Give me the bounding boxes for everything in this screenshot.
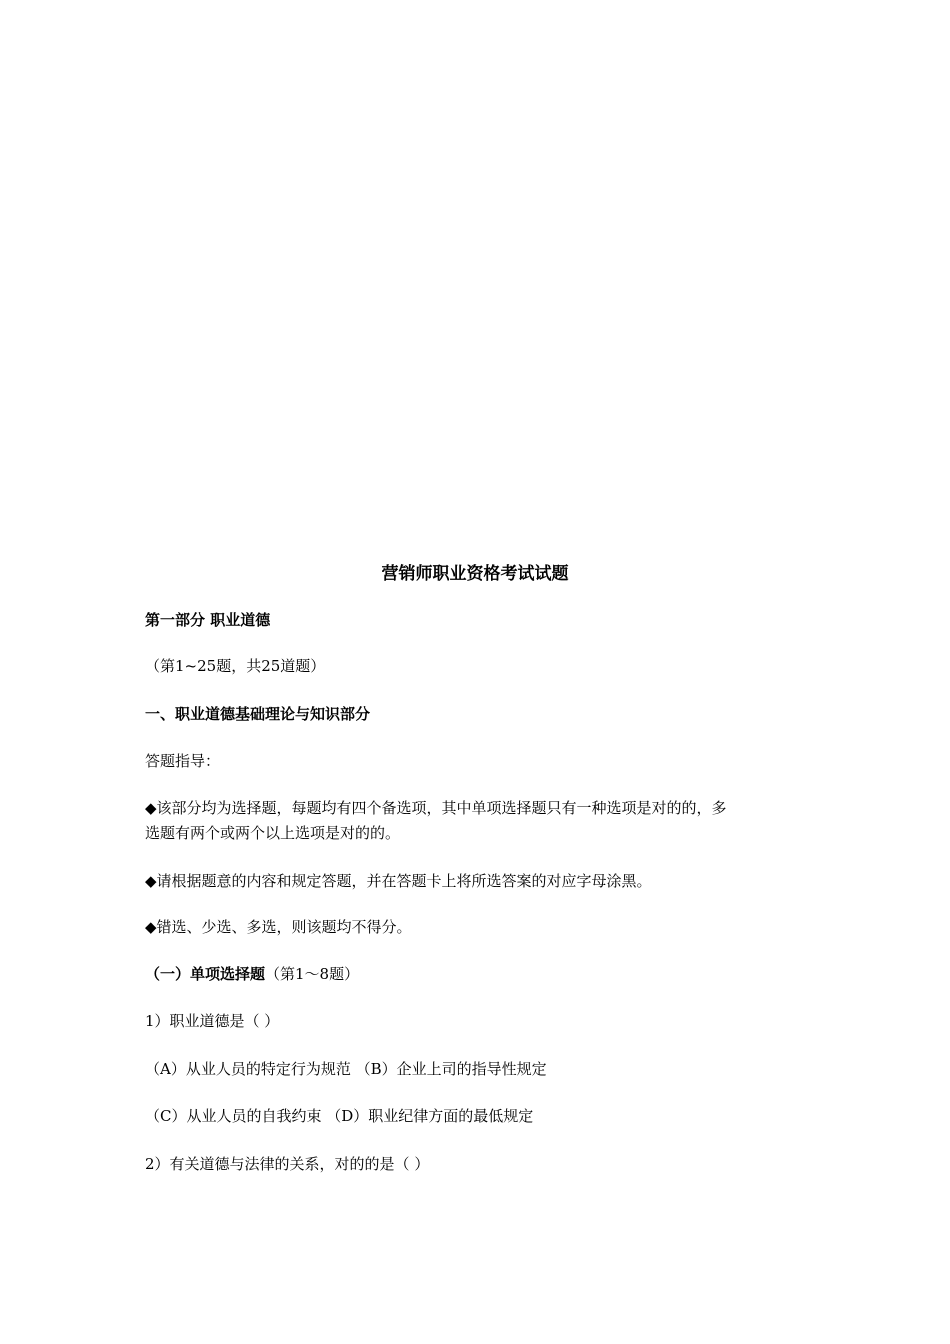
instruction-1-line-2: 选题有两个或两个以上选项是对的的。 [145, 824, 401, 842]
subsection-heading-title: （一）单项选择题 [145, 965, 266, 983]
question-1-stem: 1）职业道德是（ ） [145, 1012, 280, 1030]
instruction-2: ◆请根据题意的内容和规定答题，并在答题卡上将所选答案的对应字母涂黑。 [145, 872, 652, 890]
subsection-heading [145, 961, 825, 987]
question-2-stem: 2）有关道德与法律的关系，对的的是（ ） [145, 1155, 430, 1173]
part-range: （第1~25题，共25道题） [145, 657, 326, 675]
document-title: 营销师职业资格考试试题 [381, 564, 569, 584]
section-heading: 一、职业道德基础理论与知识部分 [145, 705, 371, 723]
part-heading: 第一部分 职业道德 [145, 611, 271, 629]
instructions-label: 答题指导： [145, 752, 221, 770]
instruction-1-line-1: ◆该部分均为选择题，每题均有四个备选项，其中单项选择题只有一种选项是对的的，多 [145, 799, 727, 817]
question-1-options-cd: （C）从业人员的自我约束 （D）职业纪律方面的最低规定 [145, 1107, 534, 1125]
subsection-heading-range: （第1～8题） [265, 965, 360, 983]
question-1-options-ab: （A）从业人员的特定行为规范 （B）企业上司的指导性规定 [145, 1060, 547, 1078]
instruction-3: ◆错选、少选、多选，则该题均不得分。 [145, 918, 412, 936]
